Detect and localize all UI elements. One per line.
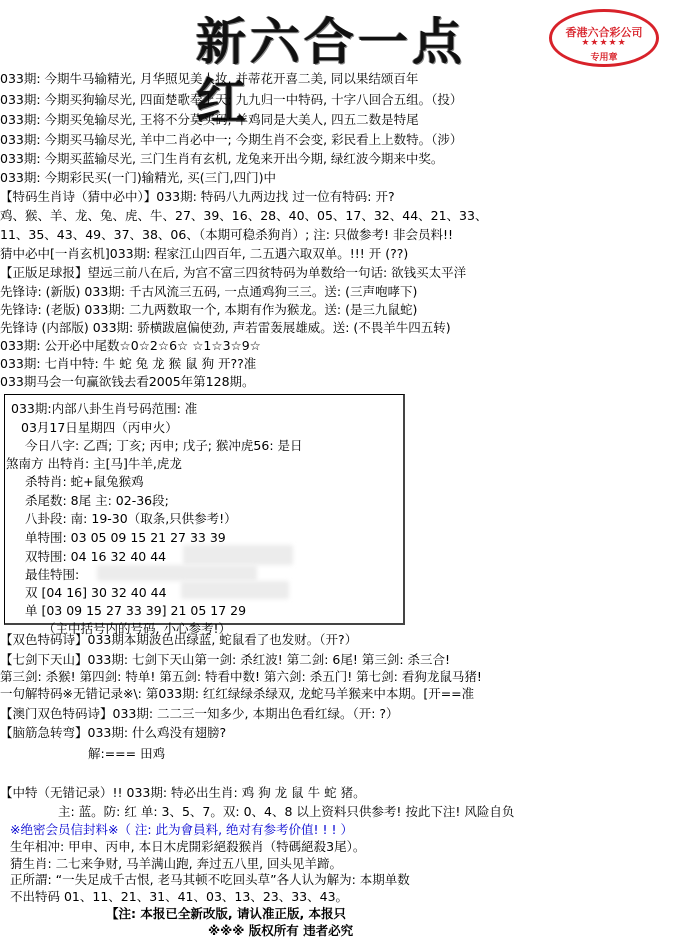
- blur-patch: [181, 581, 289, 599]
- text-line: ※绝密会员信封料※（ 注: 此为會員料, 绝对有参考价值! ! ! ）: [10, 822, 354, 837]
- text-line: 一句解特码※无错记录※\: 第033期: 红红绿绿杀绿双, 龙蛇马羊猴来中本期。[开==准: [0, 686, 475, 701]
- text-line: 先锋诗 (内部版) 033期: 骄横跋扈偏使劲, 声若雷轰展雄威。送: (不畏羊牛四五转): [0, 320, 451, 335]
- text-line: 033期: 今期牛马输精光, 月华照见美人妆, 并蒂花开喜二美, 同以果结颂百年: [0, 71, 419, 86]
- company-seal: [549, 9, 659, 67]
- page-title: 新六合一点红: [196, 12, 466, 131]
- text-line: 第三剑: 杀猴! 第四剑: 特单! 第五剑: 特看中数! 第六剑: 杀五门! 第七剑: 看狗龙鼠马猪!: [0, 669, 482, 684]
- text-line: 【正版足球报】望远三前八在后, 为宫不富三四贫特码为单数给一句话: 欲钱买太平洋: [0, 265, 467, 280]
- box-line: 双特围: 04 16 32 40 44: [25, 549, 167, 564]
- text-line: 猜生肖: 二七来争财, 马羊满山跑, 奔过五八里, 回头见羊蹄。: [10, 856, 343, 871]
- text-line: 【注: 本报已全新改版, 请认准正版, 本报只: [106, 906, 347, 921]
- text-line: 【特码生肖诗（猜中必中）】033期: 特码八九两边找 过一位有特码: 开?: [0, 189, 395, 204]
- text-line: 033期: 今期买兔输尽光, 王将不分莫买码; 羊鸡同是大美人, 四五二数是特尾: [0, 112, 419, 127]
- text-line: 鸡、猴、羊、龙、兔、虎、牛、27、39、16、28、40、05、17、32、44、21、33、: [0, 208, 488, 223]
- text-line: 先锋诗: (新版) 033期: 千古风流三五码, 一点通鸡狗三三。送: (三声咆哮下): [0, 284, 418, 299]
- text-line: 【双色特码诗】033期本期波色出绿蓝, 蛇鼠看了也发财。（开?）: [0, 632, 358, 647]
- text-line: 033期: 今期买马输尽光, 羊中二肖必中一; 今期生肖不会变, 彩民看上上数特。（涉）: [0, 132, 463, 147]
- box-line: （主中括号内的号码, 小心参考!）: [43, 621, 231, 636]
- box-line: 033期:内部八卦生肖号码范围: 准: [11, 401, 198, 416]
- blur-patch: [97, 565, 257, 581]
- box-line: 今日八字: 乙酉; 丁亥; 丙申; 戊子; 猴冲虎56: 是日: [25, 438, 303, 453]
- text-line: 不出特码 01、11、21、31、41、03、13、23、33、43。: [10, 889, 349, 904]
- text-line: 猜中必中[一肖玄机]033期: 程家江山四百年, 二五遇六取双单。!!! 开 (??): [0, 246, 409, 261]
- text-line: 【七剑下天山】033期: 七剑下天山第一剑: 杀红波! 第二剑: 6尾! 第三剑: 杀三合!: [0, 652, 451, 667]
- text-line: 生年相冲: 甲申、丙申, 本日木虎開彩絕殺猴肖（特碼絕殺3尾）。: [10, 839, 366, 854]
- blur-patch: [183, 545, 293, 565]
- box-line: 单 [03 09 15 27 33 39] 21 05 17 29: [25, 603, 247, 618]
- box-line: 杀特肖: 蛇+鼠兔猴鸡: [25, 474, 144, 489]
- bagua-box: [4, 394, 405, 636]
- seal-text-1: 香港六合彩公司: [565, 26, 643, 39]
- box-line: 双 [04 16] 30 32 40 44: [25, 585, 167, 600]
- seal-text-2: 专用章: [590, 53, 618, 63]
- text-line: 033期: 公开必中尾数☆0☆2☆6☆ ☆1☆3☆9☆: [0, 338, 261, 353]
- text-line: 解:=== 田鸡: [88, 746, 166, 761]
- text-line: 主: 蓝。防: 红 单: 3、5、7。双: 0、4、8 以上资料只供参考! 按此下注! 风险自负: [58, 804, 515, 819]
- box-line: 最佳特围:: [25, 567, 80, 582]
- text-line: 033期马会一句赢欲钱去看2005年第128期。: [0, 374, 255, 389]
- text-line: 【澳门双色特码诗】033期: 二二三一知多少, 本期出色看红绿。（开: ?）: [0, 706, 399, 721]
- text-line: 033期: 今期彩民买(一门)输精光, 买(三门,四门)中: [0, 170, 276, 185]
- text-line: 11、35、43、49、37、38、06、（本期可稳杀狗肖）; 注: 只做参考! 非会员料!!: [0, 227, 453, 242]
- text-line: 033期: 今期买狗输尽光, 四面楚歌奉上天; 九九归一中特码, 十字八回合五组。（投）: [0, 92, 463, 107]
- box-line: 煞南方 出特肖: 主[马]牛羊,虎龙: [6, 456, 182, 471]
- text-line: ※※※ 版权所有 违者必究: [208, 923, 354, 938]
- box-line: 03月17日星期四（丙申火）: [21, 420, 178, 435]
- box-line: 单特围: 03 05 09 15 21 27 33 39: [25, 530, 226, 545]
- text-line: 【脑筋急转弯】033期: 什么鸡没有翅膀?: [0, 725, 227, 740]
- box-line: 杀尾数: 8尾 主: 02-36段;: [25, 493, 169, 508]
- text-line: 033期: 今期买蓝输尽光, 三门生肖有玄机, 龙兔来开出今期, 绿红波今期来中奖。: [0, 151, 444, 166]
- text-line: 033期: 七肖中特: 牛 蛇 兔 龙 猴 鼠 狗 开??准: [0, 356, 257, 371]
- seal-stars: ★★★★★: [581, 38, 627, 48]
- text-line: 正所謂: “一失足成千古恨, 老马其顿不吃回头草”各人认为解为: 本期单数: [10, 872, 410, 887]
- box-line: 八卦段: 南: 19-30（取条,只供参考!）: [25, 511, 237, 526]
- text-line: 【中特（无错记录）!! 033期: 特必出生肖: 鸡 狗 龙 鼠 牛 蛇 猪。: [0, 785, 366, 800]
- text-line: 先锋诗: (老版) 033期: 二九两数取一个, 本期有作为猴龙。送: (是三九鼠蛇): [0, 302, 418, 317]
